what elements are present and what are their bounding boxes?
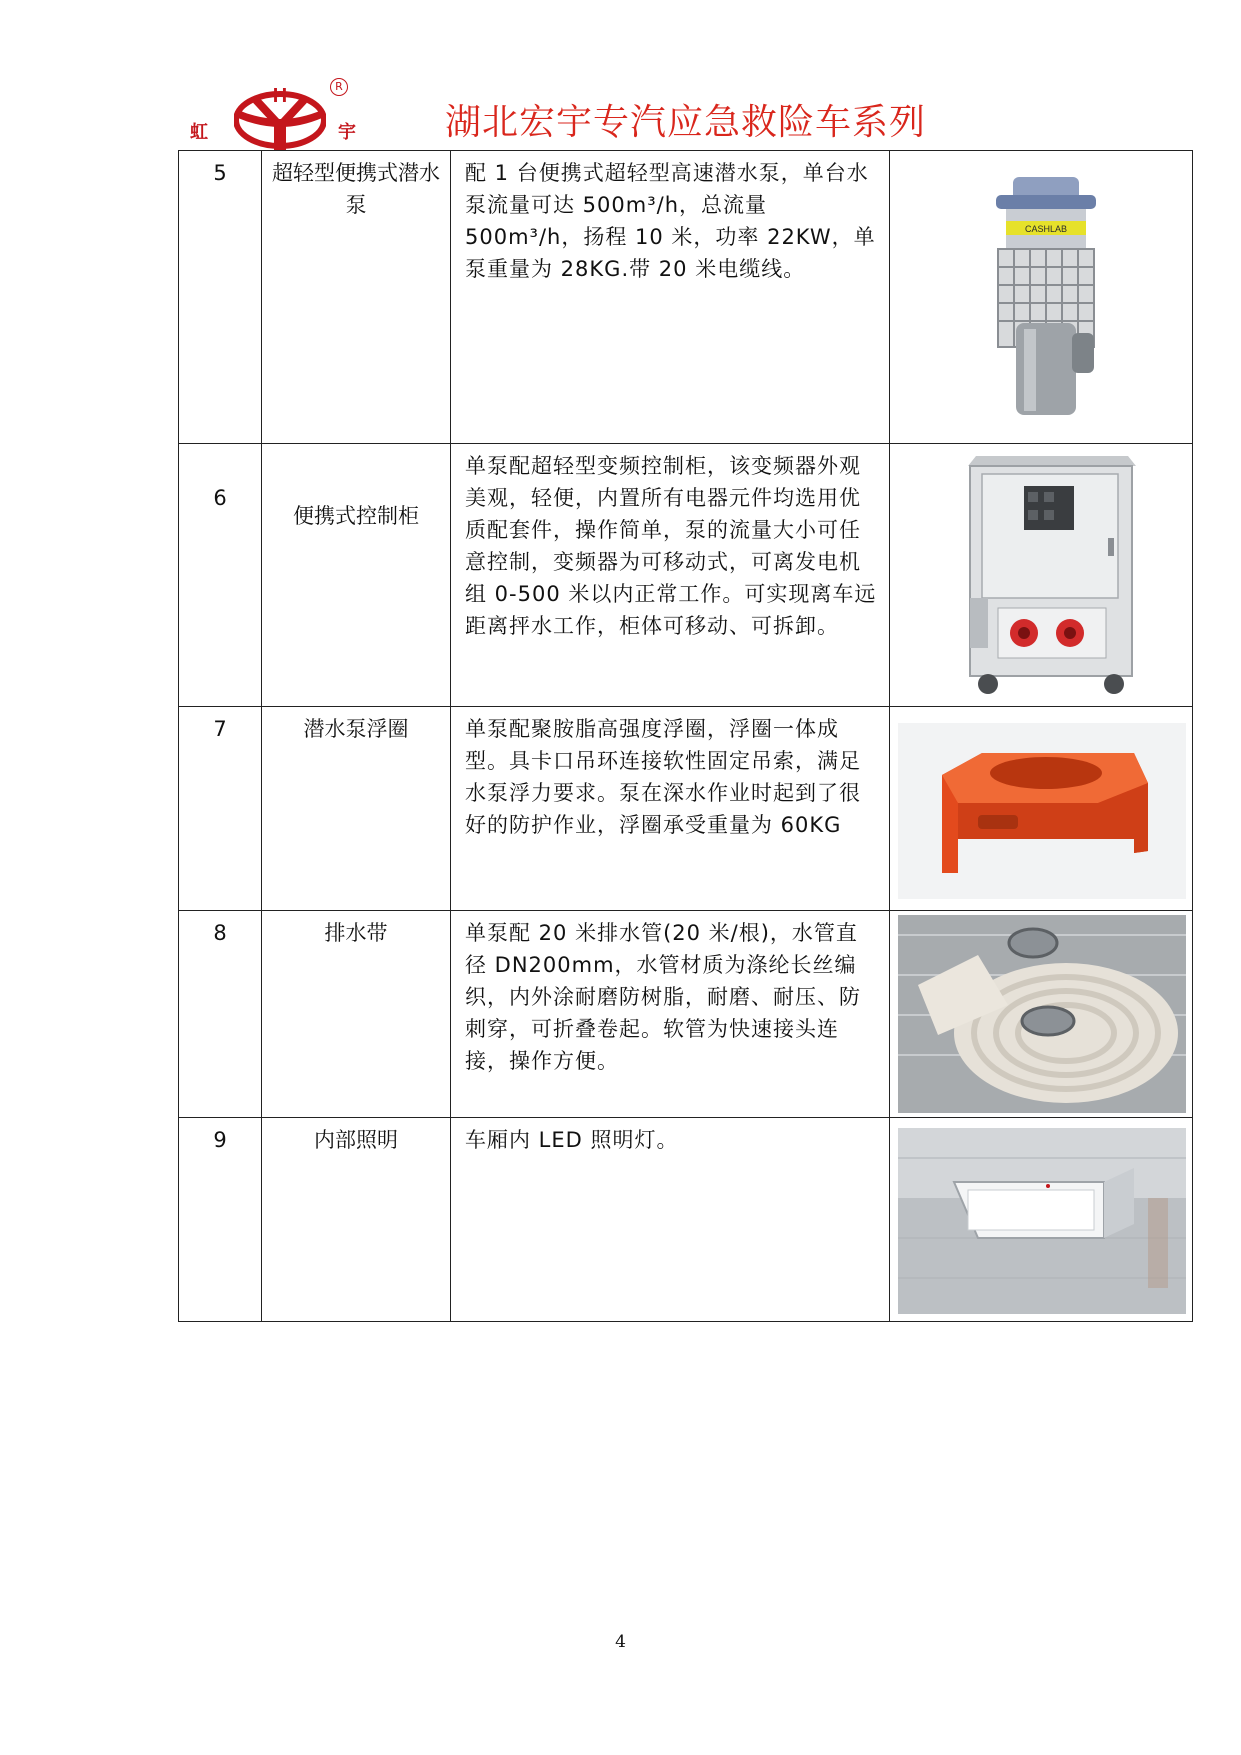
led-light-photo	[898, 1128, 1186, 1314]
item-image-cell	[890, 1118, 1193, 1322]
table-row	[179, 444, 1193, 707]
item-name: 排水带	[262, 911, 451, 1118]
control-cabinet-photo	[898, 448, 1186, 700]
logo-left-char: 虹	[190, 122, 208, 143]
page-header	[190, 78, 950, 156]
item-image-cell	[890, 707, 1193, 911]
item-name: 内部照明	[262, 1118, 451, 1322]
drainage-hose-photo	[898, 915, 1186, 1113]
row-number: 5	[179, 151, 262, 444]
logo-right-char: 宇	[338, 122, 356, 143]
item-image-cell	[890, 911, 1193, 1118]
table-row	[179, 151, 1193, 444]
item-name: 超轻型便携式潜水泵	[262, 151, 451, 444]
logo-emblem-icon	[234, 82, 326, 152]
item-name	[262, 444, 451, 707]
item-description: 车厢内 LED 照明灯。	[451, 1118, 890, 1322]
item-name: 潜水泵浮圈	[262, 707, 451, 911]
row-number: 9	[179, 1118, 262, 1322]
document-title: 湖北宏宇专汽应急救险车系列	[445, 102, 927, 143]
svg-text:H: H	[272, 85, 288, 107]
table-row	[179, 1118, 1193, 1322]
row-number-text: 6	[213, 486, 227, 510]
pump-float-ring-photo	[898, 723, 1186, 899]
item-image-cell	[890, 444, 1193, 707]
table-row	[179, 707, 1193, 911]
item-name-text: 便携式控制柜	[293, 504, 419, 528]
table-row	[179, 911, 1193, 1118]
item-description: 单泵配 20 米排水管(20 米/根)，水管直径 DN200mm，水管材质为涤纶长丝编织，内外涂耐磨防树脂，耐磨、耐压、防刺穿，可折叠卷起。软管为快速接头连接，操作方便。	[451, 911, 890, 1118]
registered-mark: R	[330, 78, 348, 96]
submersible-pump-photo	[898, 173, 1186, 425]
row-number	[179, 444, 262, 707]
item-description: 单泵配聚胺脂高强度浮圈，浮圈一体成型。具卡口吊环连接软性固定吊索，满足水泵浮力要求。泵在深水作业时起到了很好的防护作业，浮圈承受重量为 60KG	[451, 707, 890, 911]
page-number: 4	[615, 1632, 626, 1652]
row-number: 8	[179, 911, 262, 1118]
company-logo	[190, 78, 370, 156]
row-number: 7	[179, 707, 262, 911]
item-description: 配 1 台便携式超轻型高速潜水泵，单台水泵流量可达 500m³/h，总流量 500m³/h，扬程 10 米，功率 22KW，单泵重量为 28KG.带 20 米电缆线。	[451, 151, 890, 444]
pump-label: CASHLAB	[1024, 224, 1068, 234]
item-description: 单泵配超轻型变频控制柜，该变频器外观美观，轻便，内置所有电器元件均选用优质配套件，操作简单，泵的流量大小可任意控制，变频器为可移动式，可离发电机组 0-500 米以内正常工作。可实现离车远距离抨水工作，柜体可移动、可拆卸。	[451, 444, 890, 707]
equipment-table	[178, 150, 1193, 1322]
item-image-cell	[890, 151, 1193, 444]
